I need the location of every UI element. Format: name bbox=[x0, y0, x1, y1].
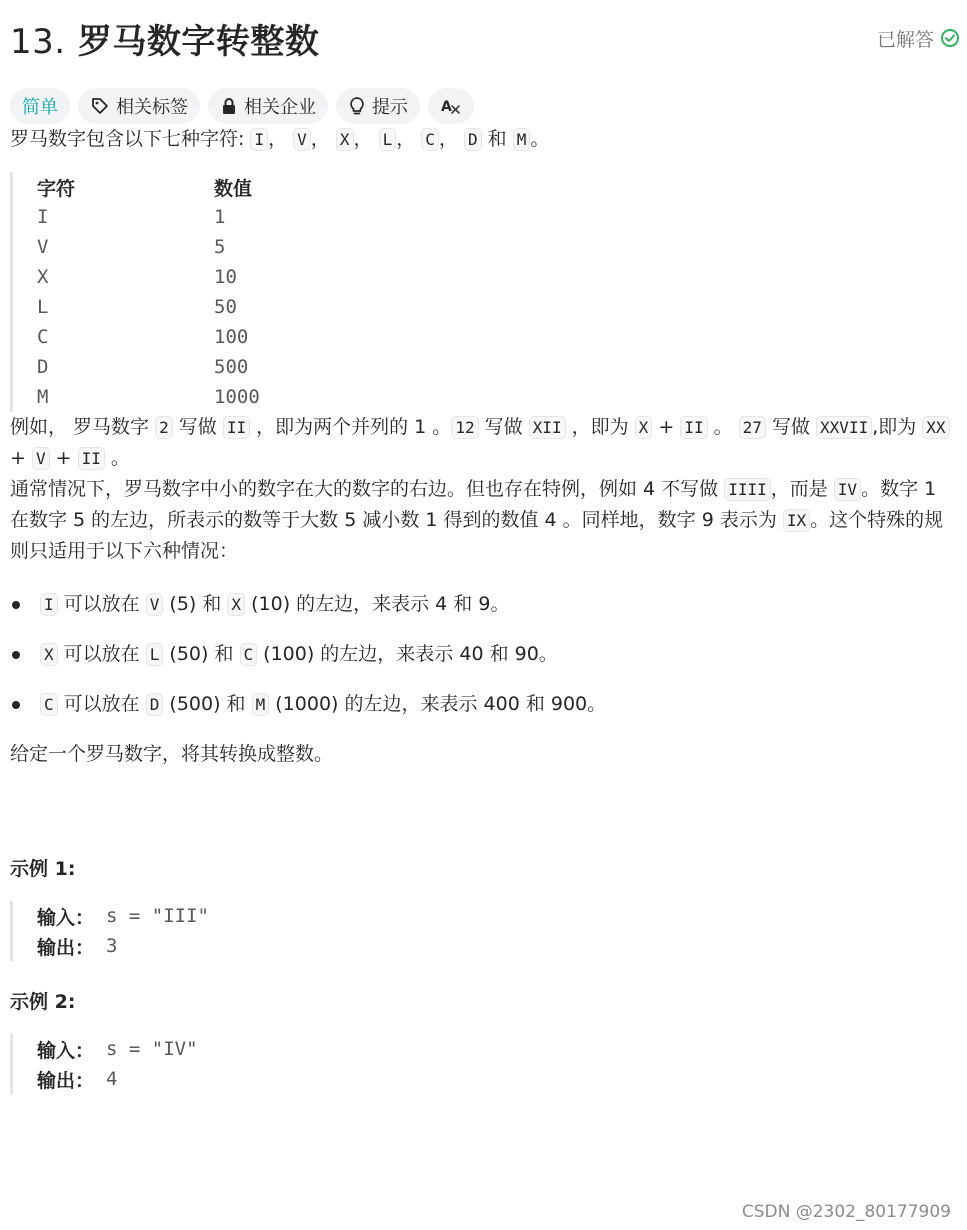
list-item bbox=[10, 689, 960, 720]
example-1-box bbox=[10, 901, 960, 961]
text: ，即为两个并列的 1 。 bbox=[250, 416, 452, 438]
table-cell-value: 100 bbox=[214, 326, 249, 348]
separator: ， bbox=[268, 128, 288, 150]
text: 写做 bbox=[765, 416, 817, 438]
table-cell-value: 500 bbox=[214, 356, 249, 378]
output-label: 输出： bbox=[37, 1069, 95, 1092]
table-cell-value: 1000 bbox=[214, 386, 260, 408]
inline-code: D bbox=[146, 693, 164, 716]
text: 可以放在 bbox=[57, 643, 146, 665]
related-topics-label: 相关标签 bbox=[116, 97, 188, 118]
text: ，即为 bbox=[565, 416, 635, 438]
rules-list bbox=[10, 589, 960, 720]
lightbulb-icon bbox=[348, 96, 366, 116]
table-row bbox=[37, 202, 960, 232]
problem-title[interactable] bbox=[10, 14, 319, 63]
translate-icon bbox=[440, 96, 462, 116]
table-cell-value: 10 bbox=[214, 266, 237, 288]
related-companies-label: 相关企业 bbox=[244, 97, 316, 118]
inline-code: II bbox=[78, 447, 105, 470]
table-cell-symbol: I bbox=[37, 206, 49, 228]
table-cell-symbol: C bbox=[37, 326, 49, 348]
inline-code: XX bbox=[922, 416, 949, 439]
output-value: 3 bbox=[106, 935, 118, 957]
hint-label: 提示 bbox=[372, 97, 408, 118]
inline-code: IX bbox=[783, 509, 810, 532]
example-input-line bbox=[37, 1034, 960, 1064]
table-cell-symbol: L bbox=[37, 296, 49, 318]
inline-code: XII bbox=[529, 416, 566, 439]
symbol-code: V bbox=[293, 128, 311, 151]
inline-code: 2 bbox=[155, 416, 173, 439]
text: 。这个特殊的规则只适用于以下六种情况： bbox=[10, 509, 944, 562]
task-statement: 给定一个罗马数字，将其转换成整数。 bbox=[10, 743, 334, 765]
output-value: 4 bbox=[106, 1068, 118, 1090]
table-row bbox=[37, 322, 960, 352]
example-1-title: 示例 1: bbox=[10, 858, 76, 880]
inline-code: 12 bbox=[451, 416, 478, 439]
and-word: 和 bbox=[487, 128, 507, 150]
text: 通常情况下，罗马数字中小的数字在大的数字的右边。但也存在特例，例如 4 不写做 bbox=[10, 478, 725, 500]
solved-status bbox=[877, 25, 960, 52]
example-output-line bbox=[37, 1064, 960, 1094]
intro-text bbox=[10, 124, 960, 155]
text: 。 bbox=[707, 416, 739, 438]
difficulty-label: 简单 bbox=[22, 97, 58, 118]
table-row bbox=[37, 382, 960, 412]
inline-code: L bbox=[146, 643, 164, 666]
inline-code: II bbox=[223, 416, 250, 439]
table-cell-value: 5 bbox=[214, 236, 226, 258]
text: 写做 bbox=[478, 416, 529, 438]
inline-code: V bbox=[32, 447, 50, 470]
inline-code: V bbox=[146, 593, 164, 616]
symbol-code: L bbox=[379, 128, 397, 151]
title-row bbox=[10, 10, 960, 66]
inline-code: I bbox=[40, 593, 58, 616]
text: 可以放在 bbox=[57, 593, 146, 615]
inline-code: IIII bbox=[724, 478, 771, 501]
list-item bbox=[10, 639, 960, 670]
table-row bbox=[37, 262, 960, 292]
separator: ， bbox=[396, 128, 416, 150]
table-cell-symbol: M bbox=[37, 386, 49, 408]
example-paragraph bbox=[10, 412, 960, 474]
inline-code: X bbox=[227, 593, 245, 616]
list-item bbox=[10, 589, 960, 620]
header-symbol: 字符 bbox=[37, 177, 76, 200]
text: + bbox=[10, 447, 32, 469]
separator: ， bbox=[310, 128, 330, 150]
symbol-code: X bbox=[336, 128, 354, 151]
text: 可以放在 bbox=[57, 693, 146, 715]
inline-code: II bbox=[680, 416, 707, 439]
input-value: s = "III" bbox=[106, 905, 209, 927]
symbol-code: D bbox=[464, 128, 482, 151]
output-label: 输出： bbox=[37, 936, 95, 959]
text: 。数字 1 在数字 5 的左边，所表示的数等于大数 5 减小数 1 得到的数值 4 。同样地，数字 9 表示为 bbox=[10, 478, 937, 531]
separator: ， bbox=[438, 128, 458, 150]
table-cell-symbol: X bbox=[37, 266, 49, 288]
intro-prefix: 罗马数字包含以下七种字符: bbox=[10, 128, 245, 150]
check-circle-icon bbox=[940, 28, 960, 48]
lock-icon bbox=[220, 97, 238, 115]
related-topics-button[interactable] bbox=[78, 88, 200, 124]
symbol-code: C bbox=[421, 128, 439, 151]
hint-button[interactable] bbox=[336, 88, 420, 124]
text: + bbox=[652, 416, 681, 438]
tag-bar bbox=[10, 88, 960, 124]
inline-code: 27 bbox=[739, 416, 766, 439]
text: (10) 的左边，来表示 4 和 9。 bbox=[245, 593, 510, 615]
text: (100) 的左边，来表示 40 和 90。 bbox=[257, 643, 558, 665]
inline-code: IV bbox=[834, 478, 861, 501]
special-case-paragraph bbox=[10, 474, 960, 567]
inline-code: C bbox=[40, 693, 58, 716]
symbol-code: M bbox=[513, 128, 531, 151]
inline-code: X bbox=[40, 643, 58, 666]
text: (500) 和 bbox=[163, 693, 252, 715]
text: (50) 和 bbox=[163, 643, 240, 665]
symbol-value-table bbox=[10, 172, 960, 412]
text: ，而是 bbox=[770, 478, 834, 500]
inline-code: M bbox=[252, 693, 270, 716]
input-label: 输入： bbox=[37, 1039, 95, 1062]
svg-text:A: A bbox=[441, 99, 452, 115]
solved-status-label: 已解答 bbox=[876, 28, 934, 51]
table-row bbox=[37, 352, 960, 382]
text: (5) 和 bbox=[163, 593, 228, 615]
input-label: 输入： bbox=[37, 906, 95, 929]
text: 例如， 罗马数字 bbox=[10, 416, 156, 438]
table-cell-symbol: D bbox=[37, 356, 49, 378]
separator: ， bbox=[353, 128, 373, 150]
problem-title-text: 罗马数字转整数 bbox=[77, 21, 320, 62]
text: ,即为 bbox=[872, 416, 923, 438]
table-row bbox=[37, 232, 960, 262]
table-cell-value: 50 bbox=[214, 296, 237, 318]
example-2-title: 示例 2: bbox=[10, 991, 76, 1013]
text: (1000) 的左边，来表示 400 和 900。 bbox=[269, 693, 607, 715]
table-row bbox=[37, 292, 960, 322]
text: 写做 bbox=[172, 416, 223, 438]
tag-icon bbox=[90, 96, 110, 116]
period: 。 bbox=[530, 128, 550, 150]
symbol-code: I bbox=[250, 128, 268, 151]
example-2-box bbox=[10, 1034, 960, 1094]
watermark: CSDN @2302_80177909 bbox=[741, 1202, 951, 1222]
related-companies-button[interactable] bbox=[208, 88, 328, 124]
inline-code: X bbox=[635, 416, 653, 439]
difficulty-tag[interactable] bbox=[10, 88, 70, 124]
table-cell-value: 1 bbox=[214, 206, 226, 228]
text: + bbox=[49, 447, 78, 469]
translate-button[interactable] bbox=[428, 88, 474, 124]
example-input-line bbox=[37, 901, 960, 931]
text: 。 bbox=[104, 447, 130, 469]
example-output-line bbox=[37, 931, 960, 961]
inline-code: C bbox=[240, 643, 258, 666]
header-value: 数值 bbox=[214, 177, 253, 200]
input-value: s = "IV" bbox=[106, 1038, 198, 1060]
problem-number: 13. bbox=[10, 21, 66, 62]
inline-code: XXVII bbox=[816, 416, 872, 439]
table-cell-symbol: V bbox=[37, 236, 49, 258]
table-header bbox=[37, 172, 960, 202]
